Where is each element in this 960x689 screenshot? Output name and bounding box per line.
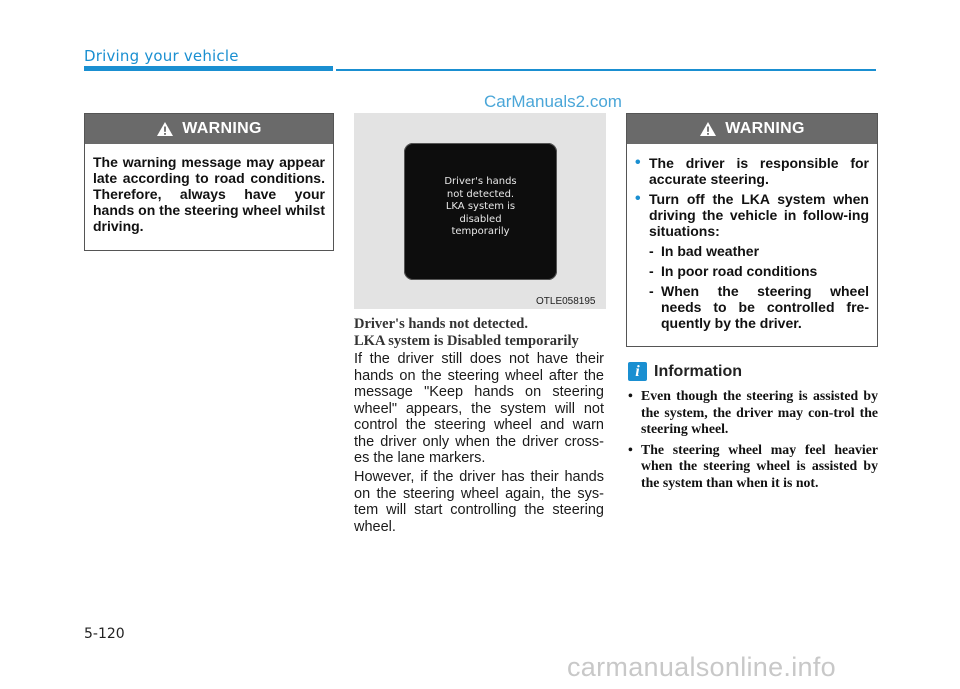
warning-bullet-text: Turn off the LKA system when driving the vehicle in follow-ing situations: <box>649 191 869 239</box>
warning-header <box>85 114 333 144</box>
cluster-message-line: not detected. <box>446 188 515 200</box>
image-code: OTLE058195 <box>536 296 596 307</box>
cluster-message <box>404 176 557 239</box>
cluster-message-line: temporarily <box>451 226 510 237</box>
top-watermark: CarManuals2.com <box>484 92 622 111</box>
warning-box-left <box>84 113 334 251</box>
info-icon: i <box>628 362 647 381</box>
warning-triangle-icon <box>699 121 717 137</box>
warning-triangle-icon <box>156 121 174 137</box>
info-bullet: • <box>628 388 633 403</box>
bullet-dot-icon: • <box>635 154 641 171</box>
information-item <box>628 442 878 492</box>
paragraph-1: If the driver still does not have their hands on the steering wheel after the message "Keep hands on steering wheel" appears, the system will not control the steering wheel and warn the driver only when the driver cross-es the lane markers. <box>354 351 604 466</box>
warning-title: WARNING <box>725 120 805 137</box>
warning-box-right <box>626 113 878 347</box>
subheading-line2: LKA system is Disabled temporarily <box>354 333 579 349</box>
header-rule-thick <box>84 66 333 71</box>
information-item <box>628 388 878 438</box>
information-item-text: Even though the steering is assisted by the system, the driver may con-trol the steering wheel. <box>641 388 878 436</box>
warning-bullet <box>635 155 869 187</box>
sub-dash: - <box>649 263 654 279</box>
bullet-dot-icon: • <box>635 190 641 207</box>
cluster-message-line: LKA system is <box>445 201 516 212</box>
information-title: Information <box>654 363 742 380</box>
warning-sub-item <box>635 283 869 331</box>
subheading <box>354 316 606 350</box>
warning-text: The warning message may appear late according to road conditions. Therefore, always have your hands on the steering wheel whilst driving. <box>93 154 325 234</box>
cluster-message-line: Driver's hands <box>444 176 517 187</box>
warning-sub-item <box>635 263 869 279</box>
paragraph-2: However, if the driver has their hands on the steering wheel again, the sys-tem will start controlling the steering wheel. <box>354 469 604 535</box>
header-rule-thin <box>336 69 876 71</box>
warning-title: WARNING <box>182 120 262 137</box>
warning-bullet-text: The driver is responsible for accurate steering. <box>649 155 869 187</box>
sub-dash: - <box>649 243 654 259</box>
subheading-line1: Driver's hands not detected. <box>354 316 528 332</box>
warning-sub-text: When the steering wheel needs to be controlled fre-quently by the driver. <box>661 283 869 331</box>
warning-sub-text: In bad weather <box>661 243 760 259</box>
warning-sub-text: In poor road conditions <box>661 263 818 279</box>
information-list <box>628 388 878 495</box>
information-item-text: The steering wheel may feel heavier when the steering wheel is assisted by the system than when it is not. <box>641 441 878 490</box>
section-title: Driving your vehicle <box>84 47 239 65</box>
warning-sub-item <box>635 243 869 259</box>
warning-bullet <box>635 191 869 239</box>
page-number: 5-120 <box>84 626 125 642</box>
sub-dash: - <box>649 283 654 299</box>
info-bullet: • <box>628 441 633 457</box>
warning-header <box>627 114 877 144</box>
warning-list <box>627 144 877 345</box>
footer-watermark: carmanualsonline.info <box>567 652 836 682</box>
cluster-message-line: disabled <box>459 213 502 225</box>
